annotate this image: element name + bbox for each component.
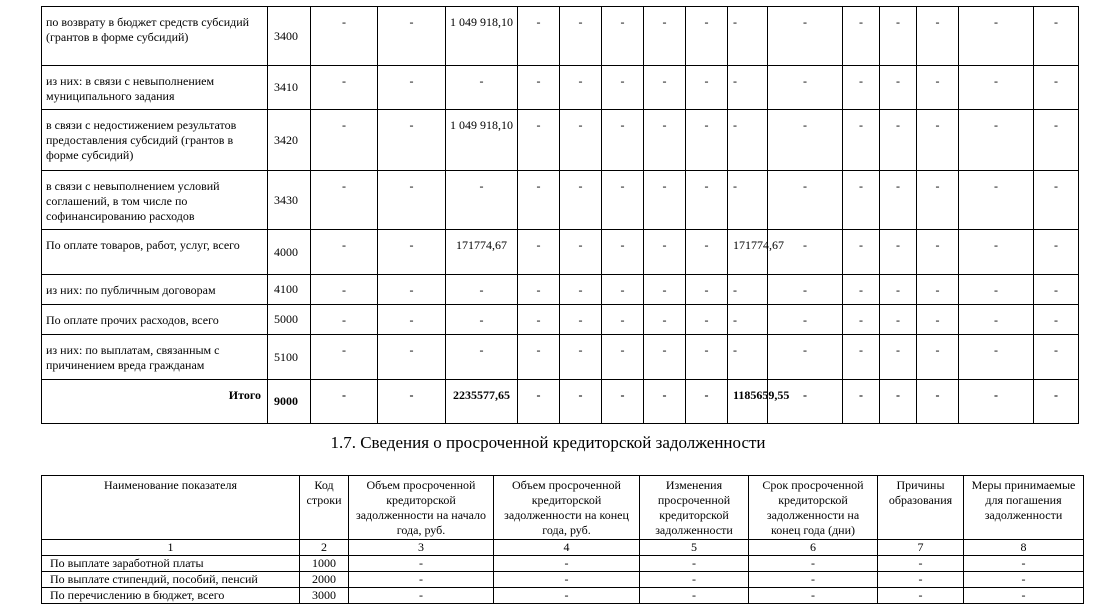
value-cell: - (917, 380, 959, 424)
row-name: По выплате стипендий, пособий, пенсий (42, 572, 300, 588)
value-cell: - (378, 380, 446, 424)
value-cell: - (917, 335, 959, 380)
value-cell: - (644, 275, 686, 305)
column-number: 2 (300, 540, 349, 556)
value-cell: - (644, 110, 686, 171)
header-term: Срок просроченной кредиторской задолженности на конец года (дни) (749, 476, 878, 540)
header-reasons: Причины образования (878, 476, 964, 540)
value-cell: - (843, 230, 880, 275)
value-cell: - (878, 588, 964, 604)
overdue-payables-body (42, 556, 1084, 604)
value-cell: - (602, 66, 644, 110)
value-cell: - (311, 230, 378, 275)
row-code: 1000 (300, 556, 349, 572)
value-cell: - (880, 230, 917, 275)
row-code: 3410 (268, 66, 311, 110)
column-number: 6 (749, 540, 878, 556)
value-cell: - (1034, 230, 1079, 275)
value-cell: - (518, 335, 560, 380)
value-cell: - (518, 66, 560, 110)
value-cell: 2235577,65 (446, 380, 518, 424)
value-cell: - (749, 572, 878, 588)
value-cell: - (728, 66, 768, 110)
value-cell: - (964, 572, 1084, 588)
value-cell: - (1034, 305, 1079, 335)
value-cell: - (880, 171, 917, 230)
value-cell: - (1034, 380, 1079, 424)
value-cell: - (880, 335, 917, 380)
value-cell: - (560, 7, 602, 66)
value-cell: - (959, 305, 1034, 335)
value-cell: - (602, 110, 644, 171)
table-row (42, 7, 1079, 66)
table-row (42, 572, 1084, 588)
value-cell: 1185659,55 (728, 380, 768, 424)
value-cell: - (917, 305, 959, 335)
overdue-payables-table (41, 475, 1084, 604)
value-cell: - (644, 335, 686, 380)
value-cell: - (728, 7, 768, 66)
value-cell: - (560, 230, 602, 275)
value-cell: - (959, 380, 1034, 424)
value-cell: - (686, 230, 728, 275)
header-volume-start: Объем просроченной кредиторской задолженности на начало года, руб. (349, 476, 494, 540)
column-number-row (42, 540, 1084, 556)
value-cell: - (560, 66, 602, 110)
value-cell: - (640, 588, 749, 604)
row-name: По выплате заработной платы (42, 556, 300, 572)
value-cell: - (602, 275, 644, 305)
row-name: По перечислению в бюджет, всего (42, 588, 300, 604)
column-number: 3 (349, 540, 494, 556)
value-cell: - (602, 335, 644, 380)
value-cell: - (1034, 275, 1079, 305)
value-cell: - (602, 230, 644, 275)
row-name: Итого (42, 380, 268, 424)
value-cell: - (768, 66, 843, 110)
value-cell: - (880, 305, 917, 335)
value-cell: - (686, 335, 728, 380)
table-row (42, 588, 1084, 604)
value-cell: - (959, 66, 1034, 110)
value-cell: - (494, 572, 640, 588)
value-cell: - (378, 230, 446, 275)
value-cell: - (749, 588, 878, 604)
value-cell: - (494, 556, 640, 572)
value-cell: - (378, 7, 446, 66)
value-cell: - (644, 230, 686, 275)
value-cell: - (749, 556, 878, 572)
value-cell: - (768, 171, 843, 230)
value-cell: - (768, 335, 843, 380)
value-cell: - (878, 556, 964, 572)
row-code: 4000 (268, 230, 311, 275)
value-cell: - (602, 305, 644, 335)
row-code: 5100 (268, 335, 311, 380)
value-cell: - (560, 171, 602, 230)
value-cell: - (843, 275, 880, 305)
value-cell: - (446, 335, 518, 380)
value-cell: - (311, 110, 378, 171)
receivables-table (41, 6, 1079, 424)
value-cell: - (959, 171, 1034, 230)
value-cell: - (349, 572, 494, 588)
value-cell: - (686, 380, 728, 424)
table-row (42, 335, 1079, 380)
value-cell: - (378, 335, 446, 380)
table-row (42, 305, 1079, 335)
row-code: 3420 (268, 110, 311, 171)
value-cell: - (959, 110, 1034, 171)
value-cell: - (959, 7, 1034, 66)
value-cell: - (640, 572, 749, 588)
row-code: 3000 (300, 588, 349, 604)
value-cell: - (768, 380, 843, 424)
column-number: 5 (640, 540, 749, 556)
value-cell: - (311, 305, 378, 335)
value-cell: - (686, 171, 728, 230)
value-cell: - (1034, 66, 1079, 110)
value-cell: - (917, 66, 959, 110)
value-cell: - (1034, 335, 1079, 380)
total-row (42, 380, 1079, 424)
value-cell: - (378, 305, 446, 335)
value-cell: - (880, 275, 917, 305)
value-cell: - (843, 305, 880, 335)
value-cell: - (602, 171, 644, 230)
value-cell: - (446, 171, 518, 230)
value-cell: - (518, 230, 560, 275)
value-cell: - (964, 588, 1084, 604)
value-cell: - (728, 110, 768, 171)
value-cell: - (878, 572, 964, 588)
column-number: 1 (42, 540, 300, 556)
value-cell: - (378, 110, 446, 171)
row-name: по возврату в бюджет средств субсидий (грантов в форме субсидий) (42, 7, 268, 66)
value-cell: - (1034, 7, 1079, 66)
value-cell: - (311, 7, 378, 66)
value-cell: - (1034, 110, 1079, 171)
value-cell: - (843, 380, 880, 424)
table-row (42, 171, 1079, 230)
value-cell: - (768, 275, 843, 305)
value-cell: - (518, 305, 560, 335)
value-cell: - (959, 335, 1034, 380)
row-code: 2000 (300, 572, 349, 588)
value-cell: 1 049 918,10 (446, 7, 518, 66)
table-row (42, 275, 1079, 305)
value-cell: - (644, 171, 686, 230)
value-cell: - (518, 380, 560, 424)
value-cell: - (880, 380, 917, 424)
table-row (42, 66, 1079, 110)
value-cell: - (686, 66, 728, 110)
value-cell: - (644, 7, 686, 66)
value-cell: - (560, 380, 602, 424)
value-cell: - (378, 275, 446, 305)
header-indicator-name: Наименование показателя (42, 476, 300, 540)
value-cell: - (560, 110, 602, 171)
value-cell: - (640, 556, 749, 572)
value-cell: - (644, 305, 686, 335)
value-cell: - (959, 230, 1034, 275)
value-cell: - (494, 588, 640, 604)
row-code: 3400 (268, 7, 311, 66)
value-cell: - (378, 66, 446, 110)
value-cell: - (311, 171, 378, 230)
header-changes: Изменения просроченной кредиторской задолженности (640, 476, 749, 540)
value-cell: - (768, 110, 843, 171)
section-title: 1.7. Сведения о просроченной кредиторской задолженности (330, 433, 766, 452)
value-cell: - (917, 110, 959, 171)
value-cell: - (686, 305, 728, 335)
value-cell: - (843, 335, 880, 380)
value-cell: - (518, 7, 560, 66)
value-cell: 1 049 918,10 (446, 110, 518, 171)
value-cell: - (686, 110, 728, 171)
value-cell: - (518, 171, 560, 230)
value-cell: - (311, 335, 378, 380)
value-cell: - (602, 380, 644, 424)
value-cell: - (768, 7, 843, 66)
value-cell: - (917, 171, 959, 230)
value-cell: - (843, 66, 880, 110)
row-name: из них: в связи с невыполнением муниципального задания (42, 66, 268, 110)
row-name: По оплате прочих расходов, всего (42, 305, 268, 335)
value-cell: - (880, 7, 917, 66)
table-row (42, 110, 1079, 171)
value-cell: - (880, 110, 917, 171)
table-row (42, 556, 1084, 572)
value-cell: - (728, 305, 768, 335)
value-cell: - (768, 305, 843, 335)
value-cell: - (518, 275, 560, 305)
value-cell: - (560, 275, 602, 305)
row-name: в связи с невыполнением условий соглашений, в том числе по софинансированию расходов (42, 171, 268, 230)
header-row (42, 476, 1084, 540)
header-measures: Меры принимаемые для погашения задолженности (964, 476, 1084, 540)
row-name: из них: по публичным договорам (42, 275, 268, 305)
column-number: 8 (964, 540, 1084, 556)
value-cell: - (728, 335, 768, 380)
value-cell: - (843, 7, 880, 66)
value-cell: - (959, 275, 1034, 305)
column-number: 7 (878, 540, 964, 556)
value-cell: - (446, 66, 518, 110)
value-cell: - (560, 305, 602, 335)
row-code: 9000 (268, 380, 311, 424)
value-cell: - (311, 275, 378, 305)
row-name: в связи с недостижением результатов предоставления субсидий (грантов в форме субсидий) (42, 110, 268, 171)
value-cell: - (964, 556, 1084, 572)
value-cell: - (311, 380, 378, 424)
value-cell: - (728, 275, 768, 305)
value-cell: - (917, 275, 959, 305)
value-cell: - (644, 380, 686, 424)
row-code: 3430 (268, 171, 311, 230)
row-name: из них: по выплатам, связанным с причинением вреда гражданам (42, 335, 268, 380)
value-cell: - (686, 275, 728, 305)
row-code: 5000 (268, 305, 311, 335)
table-row (42, 230, 1079, 275)
value-cell: 171774,67 (446, 230, 518, 275)
value-cell: - (378, 171, 446, 230)
value-cell: - (446, 275, 518, 305)
value-cell: - (843, 110, 880, 171)
receivables-table-body (42, 7, 1079, 424)
value-cell: - (446, 305, 518, 335)
value-cell: - (349, 556, 494, 572)
value-cell: - (917, 7, 959, 66)
value-cell: - (686, 7, 728, 66)
row-code: 4100 (268, 275, 311, 305)
value-cell: - (728, 171, 768, 230)
value-cell: - (644, 66, 686, 110)
value-cell: - (311, 66, 378, 110)
value-cell: - (602, 7, 644, 66)
value-cell: - (1034, 171, 1079, 230)
value-cell: 171774,67 (728, 230, 768, 275)
value-cell: - (518, 110, 560, 171)
header-volume-end: Объем просроченной кредиторской задолженности на конец года, руб. (494, 476, 640, 540)
header-row-code: Код строки (300, 476, 349, 540)
value-cell: - (917, 230, 959, 275)
value-cell: - (843, 171, 880, 230)
value-cell: - (349, 588, 494, 604)
column-number: 4 (494, 540, 640, 556)
row-name: По оплате товаров, работ, услуг, всего (42, 230, 268, 275)
value-cell: - (560, 335, 602, 380)
value-cell: - (768, 230, 843, 275)
value-cell: - (880, 66, 917, 110)
